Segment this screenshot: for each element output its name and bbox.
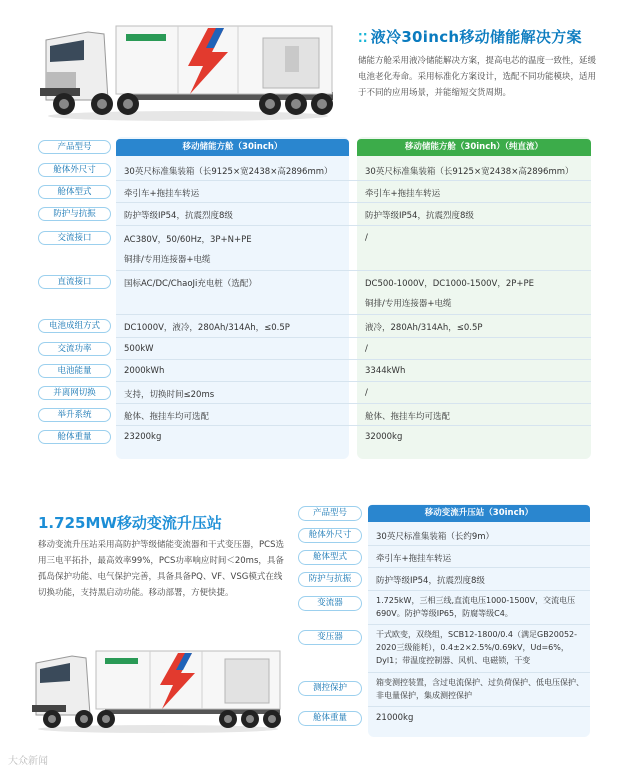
table2-label-protection: 防护与抗振 <box>298 572 362 587</box>
table2-transformer: 干式欧变，双绕组，SCB12-1800/0.4（满足GB20052-2020三级能耗），0.4±2×2.5%/0.69kV，Ud=6%，Dyl1；带温度控制器、风机、电磁锁，干变 <box>376 630 578 665</box>
table1-label-energy: 电池能量 <box>38 364 111 378</box>
table2-header-label: 产品型号 <box>298 506 362 521</box>
table1-divider <box>116 425 591 426</box>
table1-divider <box>116 381 591 382</box>
table1-c1-power: 500kW <box>124 344 154 354</box>
table2-divider <box>368 672 590 673</box>
table1-c1-type: 牵引车+拖挂车转运 <box>124 189 200 199</box>
table1-divider <box>116 202 591 203</box>
table1-divider <box>116 314 591 315</box>
table2-type: 牵引车+拖挂车转运 <box>376 554 452 564</box>
table2-label-control: 测控保护 <box>298 681 362 696</box>
table1-c2-lift: 舱体、拖挂车均可选配 <box>365 412 451 422</box>
table1-divider <box>116 403 591 404</box>
table1-label-ac-power: 交流功率 <box>38 342 111 356</box>
table2-control: 箱变测控装置，含过电流保护、过负荷保护、低电压保护、非电量保护，集成测控保护 <box>376 678 584 700</box>
table1-label-battery-group: 电池成组方式 <box>38 319 111 333</box>
table2-divider <box>368 545 590 546</box>
table1-label-weight: 舱体重量 <box>38 430 111 444</box>
table1-c2-type: 牵引车+拖挂车转运 <box>365 189 441 199</box>
table1-c2-energy: 3344kWh <box>365 366 406 376</box>
table1-c1-lift: 舱体、拖挂车均可选配 <box>124 412 210 422</box>
table2-protection: 防护等级IP54，抗震烈度8级 <box>376 576 485 586</box>
table1-label-dc-interface: 直流接口 <box>38 275 111 289</box>
table2-divider <box>368 706 590 707</box>
table2-inverter: 1.725kW，三相三线,直流电压1000-1500V，交流电压690V。防护等级IP65，防腐等级C4。 <box>376 596 576 618</box>
table1-c2-size: 30英尺标准集装箱（长9125×宽2438×高2896mm） <box>365 167 574 177</box>
section1-title <box>358 26 582 47</box>
table2-divider <box>368 590 590 591</box>
section2-description: 移动变流升压站采用高防护等级储能变流器和干式变压器，PCS选用三电平拓扑，最高效率99%，PCS功率响应时间＜20ms，具备孤岛保护功能、电气保护完善，具备具备PQ、VF、VSG模式在线切换功能，支持黑启动功能。移动部署，方便快捷。 <box>38 540 284 598</box>
table1-divider <box>116 270 591 271</box>
table1-label-size: 舱体外尺寸 <box>38 163 111 177</box>
section2-title: 1.725MW移动变流升压站 <box>38 514 222 532</box>
table2-divider <box>368 567 590 568</box>
table1-c2-battery: 液冷，280Ah/314Ah，≤0.5P <box>365 323 483 333</box>
table2-size: 30英尺标准集装箱（长约9m） <box>376 532 495 542</box>
table1-c2-dc: DC500-1000V，DC1000-1500V，2P+PE <box>365 279 534 289</box>
table1-divider <box>116 225 591 226</box>
table1-c1-size: 30英尺标准集装箱（长9125×宽2438×高2896mm） <box>124 167 333 177</box>
table1-c1-dc: 国标AC/DC/ChaoJi充电桩（选配） <box>124 279 257 289</box>
table1-divider <box>116 180 591 181</box>
table1-header-label: 产品型号 <box>38 140 111 154</box>
truck-illustration-top <box>38 18 338 123</box>
table1-c1-protection: 防护等级IP54，抗震烈度8级 <box>124 211 233 221</box>
table1-label-grid-switch: 并离网切换 <box>38 386 111 400</box>
table1-divider <box>116 359 591 360</box>
section1-title-text: 液冷30inch移动储能解决方案 <box>370 28 582 46</box>
table1-c2-weight: 32000kg <box>365 432 403 442</box>
table1-c1-battery: DC1000V，液冷，280Ah/314Ah，≤0.5P <box>124 323 290 333</box>
table2-label-transformer: 变压器 <box>298 630 362 645</box>
table1-c1-ac: AC380V，50/60Hz，3P+N+PE <box>124 235 252 245</box>
table1-label-ac-interface: 交流接口 <box>38 231 111 245</box>
table1-c2-protection: 防护等级IP54，抗震烈度8级 <box>365 211 474 221</box>
table1-c2-ac: / <box>365 233 368 243</box>
table1-column2-header: 移动储能方舱（30inch）（纯直流） <box>357 139 591 156</box>
table1-c2-dc-2: 铜排/专用连接器+电缆 <box>365 299 452 309</box>
table2-weight: 21000kg <box>376 713 414 723</box>
table2-label-size: 舱体外尺寸 <box>298 528 362 543</box>
table1-label-type: 舱体型式 <box>38 185 111 199</box>
table1-c1-energy: 2000kWh <box>124 366 165 376</box>
table1-label-protection: 防护与抗振 <box>38 207 111 221</box>
table1-c1-weight: 23200kg <box>124 432 162 442</box>
table2-label-weight: 舱体重量 <box>298 711 362 726</box>
table2-label-type: 舱体型式 <box>298 550 362 565</box>
truck-illustration-bottom <box>30 645 285 735</box>
table2-divider <box>368 624 590 625</box>
table1-column1-header: 移动储能方舱（30inch） <box>116 139 349 156</box>
table1-label-lift: 举升系统 <box>38 408 111 422</box>
watermark: 大众新闻 <box>8 756 48 767</box>
table1-c2-switch: / <box>365 388 368 398</box>
title-dots-icon: ⁚⁚ <box>358 31 368 45</box>
table2-column-header: 移动变流升压站（30inch） <box>368 505 590 522</box>
table2-label-inverter: 变流器 <box>298 596 362 611</box>
table1-c1-switch: 支持，切换时间≤20ms <box>124 390 215 400</box>
table1-divider <box>116 337 591 338</box>
section1-description: 储能方舱采用液冷储能解决方案，提高电芯的温度一致性，延缓电池老化寿命。采用标准化方案设计，选配不同功能模块，适用于不同的应用场景，并能缩短交货周期。 <box>358 56 597 98</box>
table1-c1-ac-2: 铜排/专用连接器+电缆 <box>124 255 211 265</box>
table1-c2-power: / <box>365 344 368 354</box>
